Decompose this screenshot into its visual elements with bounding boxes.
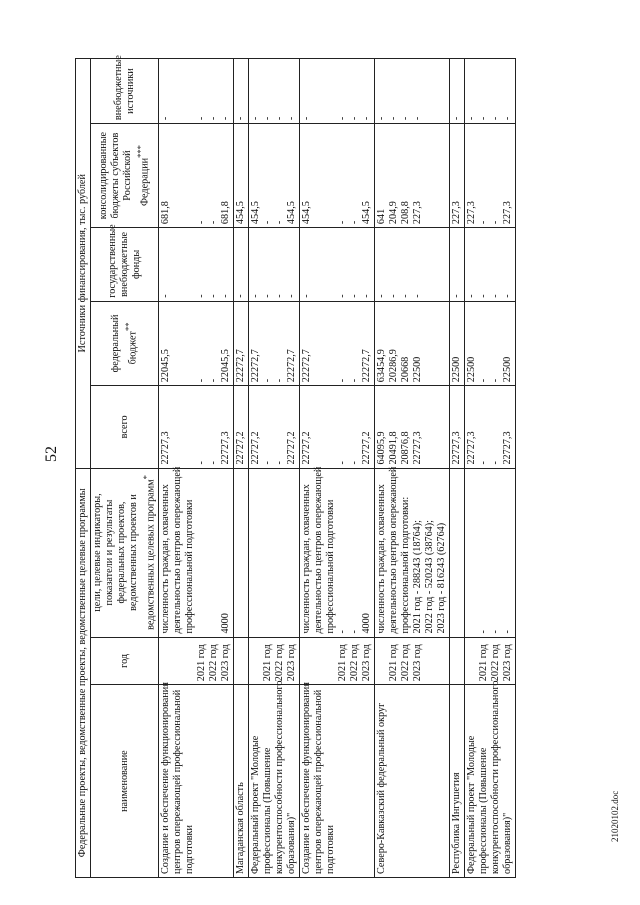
federal-line: 20668	[400, 356, 412, 383]
extra-line	[172, 62, 184, 120]
name-line: образования)"	[502, 812, 514, 874]
goals-line: -	[490, 630, 502, 634]
extra-line: -	[400, 116, 412, 121]
funds-line: -	[250, 294, 262, 298]
funds-line: -	[361, 294, 373, 298]
goals-line: численность граждан, охваченных	[376, 484, 388, 634]
total-line: -	[262, 461, 274, 465]
federal-line: -	[208, 378, 220, 383]
cell-federal	[375, 301, 450, 385]
cell-name	[375, 685, 450, 878]
year-line: 2021 год	[388, 644, 400, 682]
federal-line	[313, 305, 325, 382]
cell-year	[300, 637, 375, 685]
cell-total	[159, 386, 234, 468]
funds-line	[424, 231, 436, 298]
cell-goals	[465, 468, 516, 637]
extra-line	[184, 62, 196, 120]
year-line: 2023 год	[220, 644, 232, 682]
funds-line	[325, 231, 337, 298]
consolidated-line	[313, 127, 325, 224]
name-line: Создание и обеспечение функционирования	[160, 682, 172, 874]
table-row	[300, 59, 375, 878]
year-line: 2022 год	[208, 644, 220, 682]
extra-line: -	[349, 116, 361, 121]
cell-goals	[450, 468, 465, 637]
cell-name	[450, 685, 465, 878]
goals-line: -	[502, 630, 514, 634]
total-line: -	[196, 461, 208, 465]
extra-line: -	[235, 116, 247, 121]
cell-total	[249, 386, 300, 468]
cell-total	[300, 386, 375, 468]
federal-line: 22272,7	[361, 349, 373, 383]
name-line: подготовки	[184, 825, 196, 874]
total-line: 22727,3	[466, 431, 478, 465]
table-row	[450, 59, 465, 878]
funds-line: -	[451, 294, 463, 298]
goals-line	[262, 472, 274, 634]
goals-line	[451, 472, 463, 634]
funds-line: -	[466, 294, 478, 298]
extra-line: -	[466, 116, 478, 121]
funds-line	[184, 231, 196, 298]
extra-line: -	[250, 116, 262, 121]
table-row	[249, 59, 300, 878]
header-total: всего	[91, 386, 159, 468]
extra-line: -	[337, 116, 349, 121]
cell-total	[450, 386, 465, 468]
federal-line: 22272,7	[301, 349, 313, 383]
cell-consolidated	[159, 124, 234, 228]
cell-extra	[450, 59, 465, 124]
extra-line: -	[361, 116, 373, 121]
federal-line: -	[337, 378, 349, 383]
year-line	[325, 641, 337, 682]
year-line: 2022 год	[349, 644, 361, 682]
federal-line: 22500	[412, 356, 424, 383]
funds-line: -	[208, 294, 220, 298]
cell-year	[234, 637, 249, 685]
extra-line: -	[490, 116, 502, 121]
table-body	[159, 59, 516, 878]
extra-line: -	[262, 116, 274, 121]
cell-federal	[465, 301, 516, 385]
extra-line	[313, 62, 325, 120]
name-line: подготовки	[325, 825, 337, 874]
name-line: профессионалы (Повышение	[262, 747, 274, 874]
goals-line	[208, 472, 220, 634]
consolidated-line	[424, 127, 436, 224]
goals-line: профессиональной подготовки	[325, 499, 337, 634]
goals-line: численность граждан, охваченных	[160, 484, 172, 634]
consolidated-line: 454,5	[235, 201, 247, 225]
cell-funds	[450, 228, 465, 302]
cell-extra	[465, 59, 516, 124]
goals-line: -	[478, 630, 490, 634]
total-line: 22727,2	[235, 431, 247, 465]
funds-line: -	[235, 294, 247, 298]
cell-federal	[234, 301, 249, 385]
year-line	[376, 641, 388, 682]
cell-name	[465, 680, 516, 878]
year-line	[424, 641, 436, 682]
cell-funds	[300, 228, 375, 302]
goals-line: численность граждан, охваченных	[301, 484, 313, 634]
cell-goals	[300, 468, 375, 637]
extra-line	[436, 62, 448, 120]
header-goals: цели, целевые индикаторы, показатели и результаты федеральных проектов, ведомственных проектов и ведомственных целевых программ*	[91, 468, 159, 637]
funds-line: -	[388, 294, 400, 298]
total-line	[325, 389, 337, 464]
consolidated-line: 454,5	[250, 201, 262, 225]
goals-line: профессиональной подготовки	[184, 499, 196, 634]
goals-line	[250, 472, 262, 634]
funds-line: -	[376, 294, 388, 298]
federal-line: 22500	[502, 356, 514, 383]
federal-line	[184, 305, 196, 382]
consolidated-line: 641	[376, 208, 388, 225]
name-line: конкурентоспособности профессионального	[490, 680, 502, 874]
cell-year	[249, 637, 300, 685]
cell-funds	[249, 228, 300, 302]
name-line: конкурентоспособности профессионального	[274, 680, 286, 874]
total-line	[184, 389, 196, 464]
extra-line: -	[412, 116, 424, 121]
total-line: -	[478, 461, 490, 465]
goals-line: профессиональной подготовки:	[400, 496, 412, 634]
cell-total	[234, 386, 249, 468]
cell-funds	[375, 228, 450, 302]
extra-line: -	[220, 116, 232, 121]
federal-line: -	[274, 378, 286, 383]
cell-extra	[249, 59, 300, 124]
federal-line: 22500	[451, 356, 463, 383]
consolidated-line: -	[490, 220, 502, 225]
total-line: 22727,2	[286, 431, 298, 465]
funds-line: -	[490, 294, 502, 298]
consolidated-line: 454,5	[301, 201, 313, 225]
total-line: 22727,3	[451, 431, 463, 465]
cell-name	[159, 682, 234, 878]
year-line: 2022 год	[400, 644, 412, 682]
consolidated-line	[436, 127, 448, 224]
year-line	[160, 641, 172, 682]
goals-line: 4000	[361, 613, 373, 634]
cell-goals	[159, 468, 234, 637]
funds-line: -	[400, 294, 412, 298]
goals-line: 2023 год - 816243 (62764)	[436, 522, 448, 634]
name-line: Создание и обеспечение функционирования	[301, 682, 313, 874]
funds-line	[172, 231, 184, 298]
extra-line: -	[274, 116, 286, 121]
year-line: 2021 год	[262, 644, 274, 682]
consolidated-line: 681,8	[160, 201, 172, 225]
total-line: 20876,8	[400, 431, 412, 465]
total-line: 22727,2	[250, 431, 262, 465]
funds-line: -	[337, 294, 349, 298]
year-line: 2022 год	[490, 644, 502, 682]
cell-consolidated	[375, 124, 450, 228]
table-row	[375, 59, 450, 878]
cell-year	[159, 637, 234, 685]
extra-line	[325, 62, 337, 120]
goals-line: 2022 год - 520243 (38764);	[424, 520, 436, 634]
footer-filename: 21020102.doc	[610, 790, 620, 842]
total-line: -	[274, 461, 286, 465]
page-number: 52	[43, 446, 60, 462]
federal-line: -	[349, 378, 361, 383]
total-line: -	[349, 461, 361, 465]
total-line: 22727,3	[412, 431, 424, 465]
goals-line: деятельностью центров опережающей	[313, 466, 325, 634]
funds-line: -	[301, 294, 313, 298]
name-line: Федеральный проект "Молодые	[466, 735, 478, 874]
cell-extra	[375, 59, 450, 124]
cell-goals	[375, 468, 450, 637]
consolidated-line: 227,3	[502, 201, 514, 225]
extra-line: -	[376, 116, 388, 121]
consolidated-line: -	[478, 220, 490, 225]
cell-funds	[234, 228, 249, 302]
extra-line: -	[301, 116, 313, 121]
consolidated-line: 227,3	[466, 201, 478, 225]
consolidated-line	[184, 127, 196, 224]
cell-name	[249, 680, 300, 878]
cell-federal	[159, 301, 234, 385]
year-line	[451, 641, 463, 682]
goals-line: -	[337, 630, 349, 634]
year-line	[250, 641, 262, 682]
goals-line: 2021 год - 288243 (18764);	[412, 520, 424, 634]
total-line	[172, 389, 184, 464]
consolidated-line: 681,8	[220, 201, 232, 225]
extra-line: -	[502, 116, 514, 121]
consolidated-line: -	[262, 220, 274, 225]
year-line: 2023 год	[502, 644, 514, 682]
header-consolidated: консолидированные бюджеты субъектов Российской Федерации***	[91, 124, 159, 228]
federal-line: -	[262, 378, 274, 383]
name-line: центров опережающей профессиональной	[313, 689, 325, 874]
total-line	[424, 389, 436, 464]
funds-line: -	[502, 294, 514, 298]
total-line	[436, 389, 448, 464]
consolidated-line: -	[196, 220, 208, 225]
consolidated-line: 208,8	[400, 201, 412, 225]
cell-extra	[159, 59, 234, 124]
total-line: -	[490, 461, 502, 465]
consolidated-line: -	[349, 220, 361, 225]
cell-funds	[159, 228, 234, 302]
year-line: 2023 год	[286, 644, 298, 682]
name-line: центров опережающей профессиональной	[172, 689, 184, 874]
funds-line: -	[262, 294, 274, 298]
name-line: Федеральный проект "Молодые	[250, 735, 262, 874]
consolidated-line: 227,3	[412, 201, 424, 225]
consolidated-line: -	[337, 220, 349, 225]
year-line	[313, 641, 325, 682]
cell-year	[375, 637, 450, 685]
federal-line: 63454,9	[376, 349, 388, 383]
consolidated-line: 454,5	[286, 201, 298, 225]
funds-line: -	[478, 294, 490, 298]
federal-line	[325, 305, 337, 382]
year-line: 2021 год	[196, 644, 208, 682]
cell-consolidated	[450, 124, 465, 228]
year-line: 2023 год	[361, 644, 373, 682]
federal-line: -	[196, 378, 208, 383]
funds-line: -	[220, 294, 232, 298]
goals-line	[274, 472, 286, 634]
consolidated-line: 204,9	[388, 201, 400, 225]
cell-name	[300, 682, 375, 878]
cell-consolidated	[465, 124, 516, 228]
goals-line: деятельностью центров опережающей	[172, 466, 184, 634]
goals-line: 4000	[220, 613, 232, 634]
year-line: 2022 год	[274, 644, 286, 682]
cell-extra	[234, 59, 249, 124]
cell-year	[465, 637, 516, 685]
goals-line	[466, 472, 478, 634]
goals-line	[196, 472, 208, 634]
financing-table	[75, 55, 516, 878]
name-line: Республика Ингушетия	[451, 772, 463, 874]
document-table-rotated	[75, 18, 635, 878]
header-funds: государственные внебюджетные фонды	[91, 228, 159, 302]
funds-line	[436, 231, 448, 298]
extra-line: -	[451, 116, 463, 121]
funds-line: -	[412, 294, 424, 298]
total-line: 64095,9	[376, 431, 388, 465]
federal-line: 22045,5	[220, 349, 232, 383]
federal-line: 20286,9	[388, 349, 400, 383]
header-name: наименование	[91, 685, 159, 878]
goals-line: деятельностью центров опережающей	[388, 466, 400, 634]
federal-line: -	[478, 378, 490, 383]
total-line: -	[208, 461, 220, 465]
year-line	[172, 641, 184, 682]
extra-line: -	[160, 116, 172, 121]
federal-line: 22272,7	[235, 349, 247, 383]
extra-line: -	[208, 116, 220, 121]
cell-goals	[234, 468, 249, 637]
header-extra: внебюджетные источники	[91, 59, 159, 124]
consolidated-line	[172, 127, 184, 224]
federal-line: -	[490, 378, 502, 383]
year-line: 2021 год	[478, 644, 490, 682]
total-line: 22727,3	[502, 431, 514, 465]
funds-line: -	[160, 294, 172, 298]
extra-line: -	[286, 116, 298, 121]
year-line: 2021 год	[337, 644, 349, 682]
federal-line	[172, 305, 184, 382]
goals-line	[286, 472, 298, 634]
year-line	[301, 641, 313, 682]
cell-consolidated	[300, 124, 375, 228]
table-row	[234, 59, 249, 878]
extra-line: -	[196, 116, 208, 121]
federal-line: 22272,7	[286, 349, 298, 383]
federal-line: 22045,5	[160, 349, 172, 383]
cell-federal	[300, 301, 375, 385]
total-line	[313, 389, 325, 464]
cell-funds	[465, 228, 516, 302]
year-line	[235, 641, 247, 682]
name-line: профессионалы (Повышение	[478, 747, 490, 874]
year-line	[436, 641, 448, 682]
table-row	[465, 59, 516, 878]
consolidated-line	[325, 127, 337, 224]
total-line: 22727,3	[160, 431, 172, 465]
extra-line: -	[478, 116, 490, 121]
goals-line: -	[349, 630, 361, 634]
header-group-projects: Федеральные проекты, ведомственные проекты, ведомственные целевые программы	[76, 468, 91, 877]
funds-line: -	[286, 294, 298, 298]
federal-line: 22272,7	[250, 349, 262, 383]
header-year: год	[91, 637, 159, 685]
consolidated-line: -	[208, 220, 220, 225]
table-row	[159, 59, 234, 878]
header-group-financing: Источники финансирования, тыс. рублей	[76, 59, 91, 469]
cell-year	[450, 637, 465, 685]
cell-consolidated	[249, 124, 300, 228]
funds-line: -	[196, 294, 208, 298]
extra-line	[424, 62, 436, 120]
total-line: 22727,2	[361, 431, 373, 465]
federal-line: 22500	[466, 356, 478, 383]
cell-federal	[450, 301, 465, 385]
name-line: Северо-Кавказский федеральный округ	[376, 702, 388, 874]
total-line: 20491,8	[388, 431, 400, 465]
name-line: Магаданская область	[235, 782, 247, 874]
cell-total	[465, 386, 516, 468]
name-line: образования)"	[286, 812, 298, 874]
consolidated-line: 227,3	[451, 201, 463, 225]
cell-name	[234, 685, 249, 878]
header-federal: федеральный бюджет**	[91, 301, 159, 385]
year-line	[184, 641, 196, 682]
total-line: 22727,2	[301, 431, 313, 465]
cell-extra	[300, 59, 375, 124]
funds-line: -	[349, 294, 361, 298]
funds-line: -	[274, 294, 286, 298]
year-line: 2023 год	[412, 644, 424, 682]
goals-line	[235, 472, 247, 634]
consolidated-line: -	[274, 220, 286, 225]
total-line: 22727,3	[220, 431, 232, 465]
cell-federal	[249, 301, 300, 385]
cell-goals	[249, 468, 300, 637]
federal-line	[436, 305, 448, 382]
funds-line	[313, 231, 325, 298]
cell-consolidated	[234, 124, 249, 228]
cell-total	[375, 386, 450, 468]
year-line	[466, 641, 478, 682]
consolidated-line: 454,5	[361, 201, 373, 225]
total-line: -	[337, 461, 349, 465]
federal-line	[424, 305, 436, 382]
extra-line: -	[388, 116, 400, 121]
